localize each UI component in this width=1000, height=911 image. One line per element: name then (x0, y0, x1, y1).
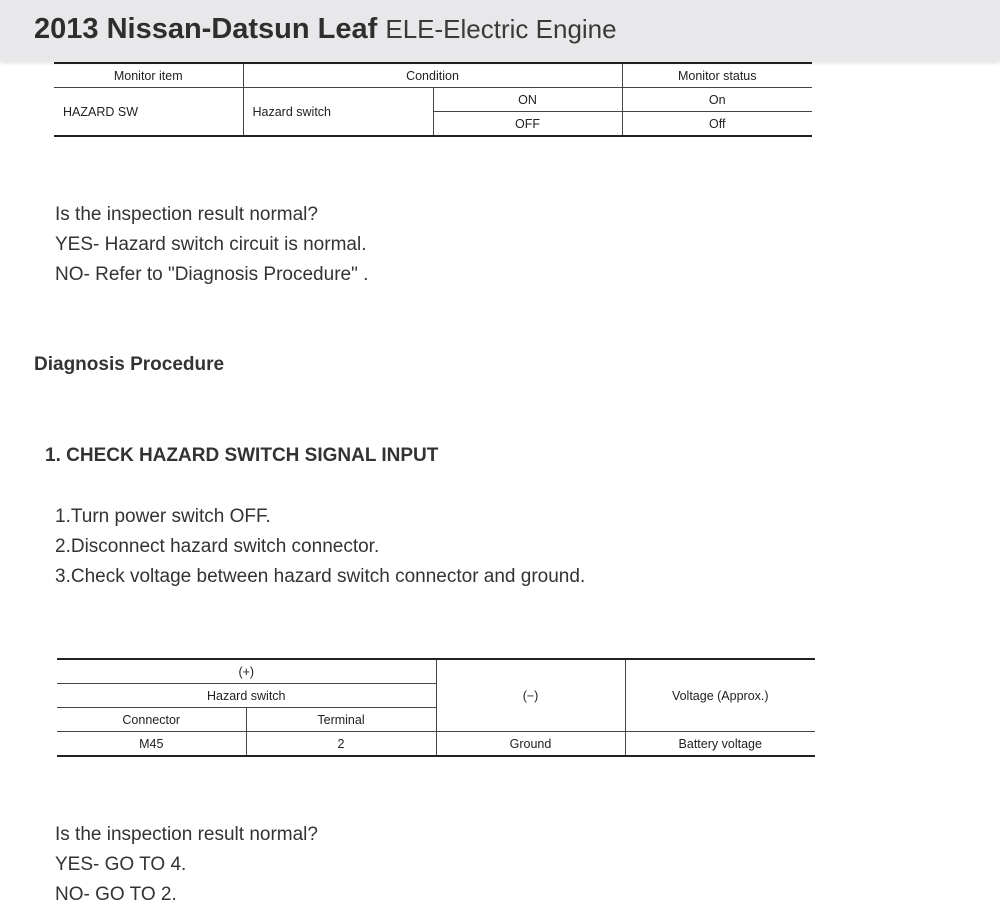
voltage-table (57, 658, 815, 757)
monitor-item-cell: HAZARD SW (54, 88, 243, 137)
step1-heading: 1. CHECK HAZARD SWITCH SIGNAL INPUT (45, 445, 439, 466)
condition-cell: Hazard switch (243, 88, 433, 137)
ground-cell: Ground (436, 732, 625, 757)
state-on-cell: ON (433, 88, 622, 112)
step-item: 1.Turn power switch OFF. (55, 506, 271, 527)
section-title: ELE-Electric Engine (385, 14, 617, 44)
terminal-cell: 2 (246, 732, 436, 757)
diagnosis-heading: Diagnosis Procedure (34, 354, 225, 375)
connector-cell: M45 (57, 732, 246, 757)
voltage-header: Voltage (Approx.) (625, 659, 815, 732)
page-header (0, 0, 1000, 61)
steps-block (55, 502, 585, 592)
terminal-header: Terminal (246, 708, 436, 732)
header-condition: Condition (243, 63, 622, 88)
result1-no: NO- Refer to "Diagnosis Procedure" . (55, 264, 369, 285)
voltage-cell: Battery voltage (625, 732, 815, 757)
result2-yes: YES- GO TO 4. (55, 854, 187, 875)
header-monitor-item: Monitor item (54, 63, 243, 88)
result2-no: NO- GO TO 2. (55, 884, 177, 905)
status-off-cell: Off (622, 112, 812, 137)
minus-header: (−) (436, 659, 625, 732)
header-monitor-status: Monitor status (622, 63, 812, 88)
result2-question: Is the inspection result normal? (55, 824, 318, 845)
hazard-switch-header: Hazard switch (57, 684, 436, 708)
result1-question: Is the inspection result normal? (55, 204, 318, 225)
vehicle-title: 2013 Nissan-Datsun Leaf (34, 13, 378, 45)
state-off-cell: OFF (433, 112, 622, 137)
step-item: 2.Disconnect hazard switch connector. (55, 536, 380, 557)
result1-block (55, 200, 368, 290)
connector-header: Connector (57, 708, 246, 732)
monitor-table (54, 62, 812, 137)
plus-header: (+) (57, 659, 436, 684)
step-item: 3.Check voltage between hazard switch connector and ground. (55, 566, 586, 587)
result1-yes: YES- Hazard switch circuit is normal. (55, 234, 367, 255)
page-title (34, 13, 617, 46)
status-on-cell: On (622, 88, 812, 112)
result2-block (55, 820, 318, 910)
